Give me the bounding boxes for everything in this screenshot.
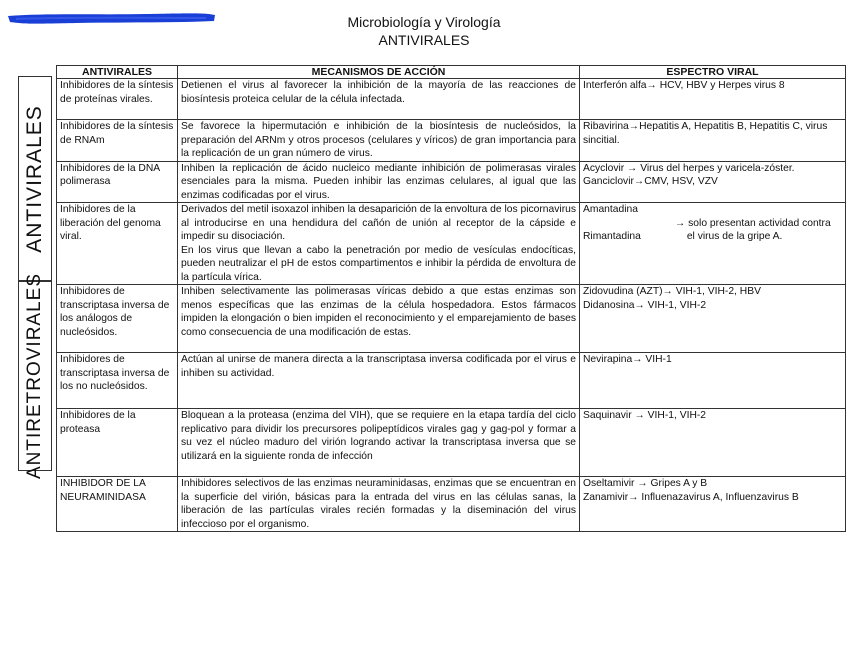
table-row	[57, 409, 846, 477]
row-mechanism	[178, 203, 580, 285]
row-mechanism: Detienen el virus al favorecer la inhibición de la mayoría de las reacciones de biosíntesis proteica celular de la célula infectada.	[178, 79, 580, 120]
table-row	[57, 203, 846, 285]
header-espectro: ESPECTRO VIRAL	[580, 66, 846, 79]
row-mechanism: Inhiben selectivamente las polimerasas víricas debido a que estas enzimas son menos específicas que las enzimas de la célula hospedadora. Estos fármacos impiden la elongación o bien impiden el reconocimiento y el emparejamiento de bases como consecuencia de una modificación de estas.	[178, 285, 580, 353]
row-mechanism: Se favorece la hipermutación e inhibición de la biosíntesis de nucleósidos, la preparación del ARNm y otros procesos (celulares y víricos) de gran importancia para la replicación de un gran número de virus.	[178, 120, 580, 162]
table-row	[57, 477, 846, 532]
header-mecanismos: MECANISMOS DE ACCIÓN	[178, 66, 580, 79]
table-row	[57, 79, 846, 120]
row-mechanism: Bloquean a la proteasa (enzima del VIH), que se requiere en la etapa tardía del ciclo replicativo para dividir los precursores polipeptídicos virales gag y gag-pol y formar a su vez el núcleo maduro del virión logrando activar la transcriptasa inversa que se utilizará en la siguiente ronda de infección	[178, 409, 580, 477]
spectrum-line: Saquinavir → VIH-1, VIH-2	[583, 410, 707, 421]
spectrum-line: Interferón alfa→ HCV, HBV y Herpes virus 8	[583, 80, 785, 91]
row-name: Inhibidores de la síntesis de RNAm	[57, 120, 178, 162]
page-subtitle: ANTIVIRALES	[378, 32, 470, 48]
mechanism-paragraph: En los virus que llevan a cabo la penetración por medio de vesículas endocíticas, pueden neutralizar el pH de estos compartimentos e inhibir la pérdida de envoltura de la partícula vírica.	[181, 244, 576, 283]
table-row	[57, 285, 846, 353]
spectrum-line: Oseltamivir → Gripes A y B	[583, 478, 708, 489]
row-spectrum	[580, 409, 846, 477]
page-title: Microbiología y Virología	[347, 14, 501, 30]
table-row	[57, 120, 846, 162]
spectrum-line	[583, 230, 842, 244]
mechanism-paragraph: Derivados del metil isoxazol inhiben la desaparición de la envoltura de los picornavirus al introducirse en una hendidura del cañón de unión al receptor de la cápside e impedir su disociación.	[181, 204, 576, 242]
spectrum-line: Ganciclovir→CMV, HSV, VZV	[583, 176, 718, 187]
row-name: INHIBIDOR DE LA NEURAMINIDASA	[57, 477, 178, 532]
row-name: Inhibidores de transcriptasa inversa de los no nucleósidos.	[57, 353, 178, 409]
row-name: Inhibidores de la proteasa	[57, 409, 178, 477]
spectrum-line: Zanamivir→ Influenazavirus A, Influenzavirus B	[583, 491, 799, 503]
header-antivirales: ANTIVIRALES	[57, 66, 178, 79]
spectrum-line: Didanosina→ VIH-1, VIH-2	[583, 299, 707, 311]
spectrum-line: Ribavirina→Hepatitis A, Hepatitis B, Hepatitis C, virus sincitial.	[583, 121, 828, 146]
table-row	[57, 161, 846, 203]
table-row	[57, 353, 846, 409]
table-header-row	[57, 66, 846, 79]
row-mechanism: Inhiben la replicación de ácido nucleico mediante inhibición de polimerasas virales esenciales para la misma. Pueden inhibir las enzimas celulares, al igual que las enzimas codificadas por el virus.	[178, 161, 580, 203]
row-spectrum	[580, 161, 846, 203]
spectrum-line: Nevirapina→ VIH-1	[583, 354, 672, 365]
row-name: Inhibidores de la DNA polimerasa	[57, 161, 178, 203]
spectrum-target: el virus de la gripe A.	[686, 231, 783, 242]
row-spectrum	[580, 285, 846, 353]
spectrum-line: Acyclovir → Virus del herpes y varicela-zóster.	[583, 162, 795, 174]
spectrum-line: Amantadina	[583, 204, 638, 215]
row-spectrum	[580, 353, 846, 409]
row-mechanism: Inhibidores selectivos de las enzimas neuraminidasas, enzimas que se encuentran en la superficie del virión, básicas para la entrada del virus en las células sanas, la liberación de las partículas virales recién formadas y la diseminación del virus infeccioso por el organismo.	[178, 477, 580, 532]
spectrum-line: Zidovudina (AZT)→ VIH-1, VIH-2, HBV	[583, 286, 761, 297]
row-mechanism: Actúan al unirse de manera directa a la transcriptasa inversa codificada por el virus e inhiben su actividad.	[178, 353, 580, 409]
spectrum-line: → solo presentan actividad contra	[675, 217, 831, 229]
redacted-scribble	[6, 10, 218, 26]
side-label-antiretrovirales: ANTIRETROVIRALES	[24, 272, 45, 480]
spectrum-drug: Rimantadina	[583, 231, 641, 242]
row-spectrum	[580, 120, 846, 162]
row-spectrum	[580, 79, 846, 120]
row-spectrum	[580, 477, 846, 532]
row-name: Inhibidores de la síntesis de proteínas virales.	[57, 79, 178, 120]
antivirales-table	[56, 65, 846, 532]
side-label-antiretrovirales-box	[18, 272, 52, 480]
row-name: Inhibidores de la liberación del genoma viral.	[57, 203, 178, 285]
side-label-antivirales: ANTIVIRALES	[23, 104, 46, 253]
row-spectrum	[580, 203, 846, 285]
side-label-antivirales-box	[18, 76, 52, 281]
row-name: Inhibidores de transcriptasa inversa de los análogos de nucleósidos.	[57, 285, 178, 353]
